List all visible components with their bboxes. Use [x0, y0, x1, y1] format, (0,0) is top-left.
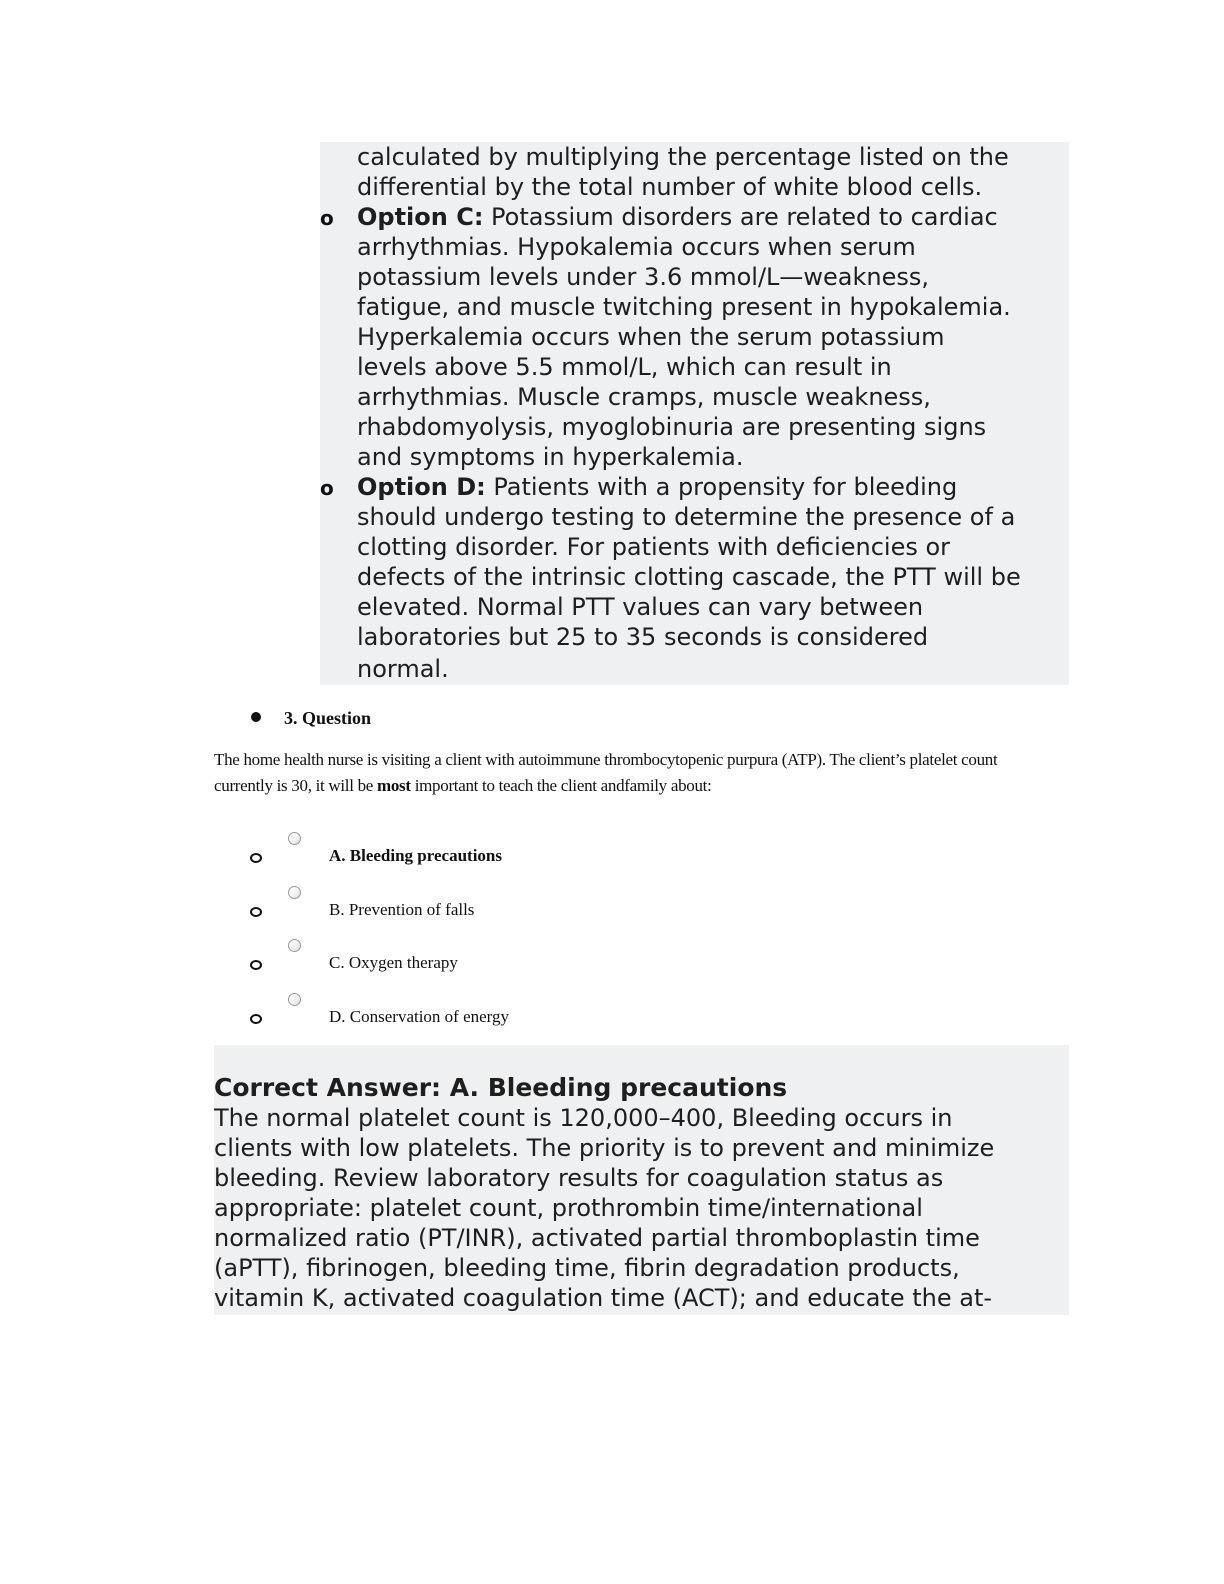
option-c-explanation-line: fatigue, and muscle twitching present in hypokalemia. — [357, 293, 1011, 321]
list-marker — [250, 960, 262, 970]
option-d-explanation-line: normal. — [357, 655, 449, 683]
answer-explanation-line: appropriate: platelet count, prothrombin time/international — [214, 1194, 923, 1222]
explanation-line: calculated by multiplying the percentage listed on the — [357, 143, 1009, 171]
option-c-text: Potassium disorders are related to cardiac — [483, 203, 998, 231]
option-c-explanation-line: potassium levels under 3.6 mmol/L—weakness, — [357, 263, 930, 291]
option-c-explanation-line: Hyperkalemia occurs when the serum potassium — [357, 323, 945, 351]
option-d-explanation-line: clotting disorder. For patients with deficiencies or — [357, 533, 951, 561]
option-c-explanation-line: levels above 5.5 mmol/L, which can result in — [357, 353, 892, 381]
answer-explanation-line: normalized ratio (PT/INR), activated partial thromboplastin time — [214, 1224, 980, 1252]
answer-c-label[interactable]: C. Oxygen therapy — [329, 953, 458, 972]
question-emphasis: most — [377, 776, 411, 795]
answer-b-radio[interactable] — [288, 886, 301, 899]
question-text-line — [214, 773, 1054, 799]
answer-explanation-line: (aPTT), fibrinogen, bleeding time, fibrin degradation products, — [214, 1254, 960, 1282]
question-text-segment: currently is 30, it will be — [214, 776, 377, 795]
option-d-explanation-line: laboratories but 25 to 35 seconds is considered — [357, 623, 929, 651]
answer-explanation-line: vitamin K, activated coagulation time (ACT); and educate the at- — [214, 1284, 993, 1312]
answer-explanation-line: bleeding. Review laboratory results for coagulation status as — [214, 1164, 944, 1192]
list-marker: o — [320, 476, 334, 500]
answer-explanation-block — [214, 1045, 1069, 1315]
option-c-explanation-line: and symptoms in hyperkalemia. — [357, 443, 744, 471]
option-d-explanation-line: elevated. Normal PTT values can vary between — [357, 593, 924, 621]
explanation-block — [320, 142, 1069, 685]
list-marker — [250, 1014, 262, 1024]
answer-a-radio[interactable] — [288, 832, 301, 845]
option-c-explanation-line: arrhythmias. Muscle cramps, muscle weakness, — [357, 383, 931, 411]
answer-d-radio[interactable] — [288, 993, 301, 1006]
answer-a-label[interactable]: A. Bleeding precautions — [329, 846, 503, 865]
question-text — [214, 747, 1054, 799]
option-c-explanation-line: arrhythmias. Hypokalemia occurs when serum — [357, 233, 916, 261]
list-marker — [250, 853, 262, 863]
option-d-explanation-line: should undergo testing to determine the presence of a — [357, 503, 1016, 531]
explanation-line: differential by the total number of white blood cells. — [357, 173, 983, 201]
correct-answer-title: Correct Answer: A. Bleeding precautions — [214, 1073, 788, 1102]
answer-d-label[interactable]: D. Conservation of energy — [329, 1007, 510, 1026]
option-d-explanation-line — [357, 472, 957, 502]
list-marker: o — [320, 206, 334, 230]
question-text-segment: important to teach the client andfamily about: — [410, 776, 712, 795]
option-d-explanation-line: defects of the intrinsic clotting cascade, the PTT will be — [357, 563, 1021, 591]
answer-explanation-line: clients with low platelets. The priority is to prevent and minimize — [214, 1134, 995, 1162]
option-c-explanation-line: rhabdomyolysis, myoglobinuria are presenting signs — [357, 413, 987, 441]
question-text-line: The home health nurse is visiting a client with autoimmune thrombocytopenic purpura (ATP). The client’s platelet count — [214, 750, 998, 769]
answer-b-label[interactable]: B. Prevention of falls — [329, 900, 475, 919]
list-marker — [250, 907, 262, 917]
option-c-explanation-line — [357, 202, 998, 232]
question-bullet — [251, 712, 261, 722]
answer-explanation-line: The normal platelet count is 120,000–400, Bleeding occurs in — [214, 1104, 953, 1132]
option-d-label: Option D: — [357, 473, 486, 501]
option-c-label: Option C: — [357, 203, 484, 231]
question-title: 3. Question — [284, 708, 372, 728]
option-d-text: Patients with a propensity for bleeding — [485, 473, 958, 501]
answer-c-radio[interactable] — [288, 939, 301, 952]
